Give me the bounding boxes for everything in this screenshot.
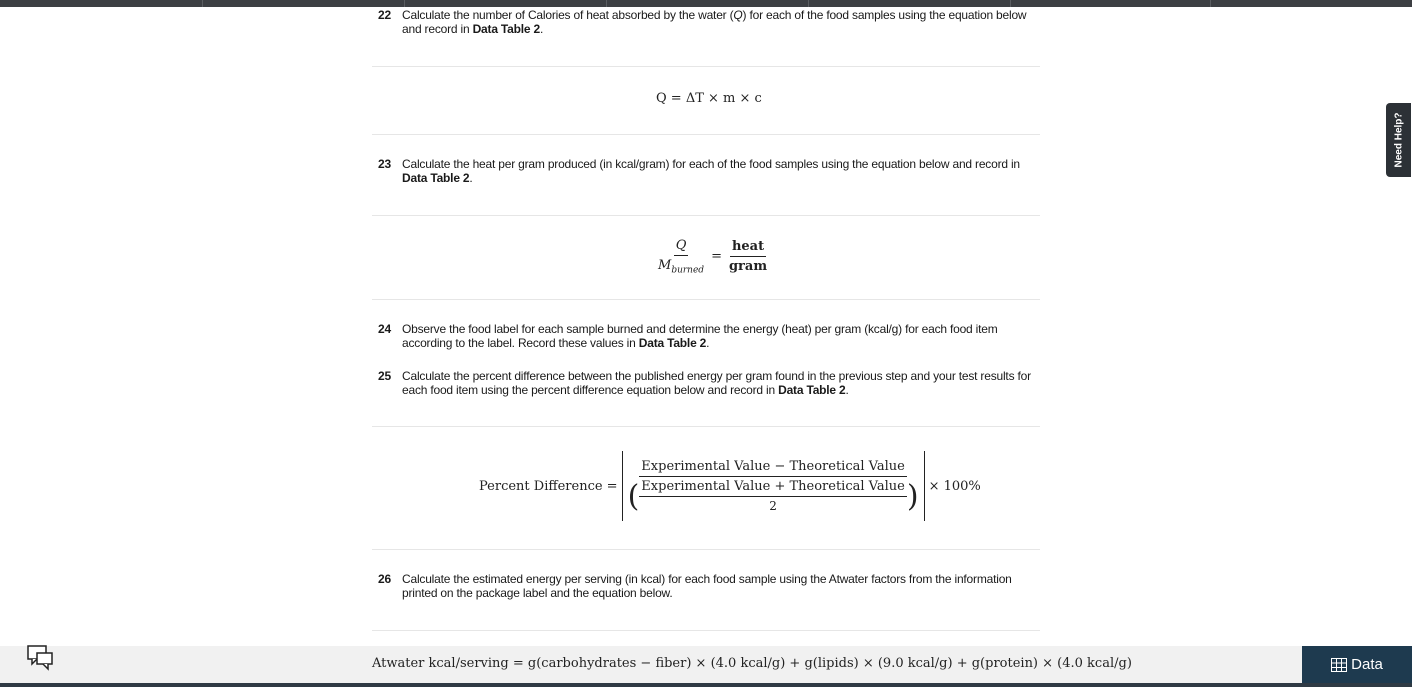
data-table-ref: Data Table 2: [472, 21, 540, 36]
step-text-part: .: [706, 335, 710, 350]
toolbar-divider: [606, 0, 607, 7]
left-paren: (: [627, 478, 640, 514]
step-text-part: Calculate the heat per gram produced (in kcal/gram) for each of the food samples using the equation below and record in: [402, 157, 1020, 171]
data-table-ref: Data Table 2: [638, 335, 707, 350]
step-text-part: .: [539, 21, 544, 36]
step-text: [402, 158, 1040, 185]
divider: [372, 299, 1040, 300]
data-button[interactable]: [1302, 646, 1412, 683]
per-gram-equation: [656, 238, 769, 276]
data-button-label: Data: [1351, 656, 1383, 673]
percent-fraction: [626, 459, 921, 514]
numerator-text: Q: [675, 238, 687, 253]
step-text-part: Calculate the percent difference between the published energy per gram found in the previous step and your test results for each food item using the percent difference equation below and record in: [402, 369, 1031, 397]
step-number: 26: [378, 572, 391, 586]
toolbar-divider: [1010, 0, 1011, 7]
toolbar-divider: [808, 0, 809, 7]
top-toolbar: [0, 0, 1412, 7]
divider: [372, 215, 1040, 216]
need-help-label: Need Help?: [1393, 112, 1404, 168]
data-table-ref: Data Table 2: [778, 382, 846, 397]
step-number: 24: [378, 322, 391, 336]
subscript-text: burned: [671, 265, 705, 276]
average-fraction: [639, 479, 907, 513]
toolbar-divider: [404, 0, 405, 7]
step-number: 22: [378, 8, 391, 22]
multiplier-text: × 100%: [928, 478, 981, 494]
divider: [372, 549, 1040, 550]
divider: [372, 134, 1040, 135]
toolbar-divider: [202, 0, 203, 7]
fraction-denominator: [626, 477, 921, 514]
absolute-value-bars: [622, 451, 925, 521]
bottom-edge: [0, 683, 1412, 687]
step-text: [402, 370, 1040, 397]
heat-equation: Q = ΔT × m × c: [656, 91, 762, 106]
step-text-part: ) for each of the food samples using the equation below and record in: [402, 8, 1027, 36]
need-help-tab[interactable]: [1386, 103, 1411, 177]
q-variable: Q: [733, 8, 743, 22]
divider: [372, 66, 1040, 67]
step-text-part: Calculate the number of Calories of heat absorbed by the water (: [402, 8, 734, 22]
chat-icon: [26, 643, 56, 673]
divider: [372, 630, 1040, 631]
step-number: 23: [378, 157, 391, 171]
divider: [372, 426, 1040, 427]
equation-label: Percent Difference =: [479, 478, 618, 494]
step-text: [402, 9, 1040, 36]
toolbar-divider: [1210, 0, 1211, 7]
step-text-part: Observe the food label for each sample burned and determine the energy (heat) per gram (kcal/g) for each food item according to the label. Record these values in: [402, 322, 998, 350]
denominator-text: M: [658, 258, 672, 273]
fraction-denominator: [656, 256, 706, 276]
table-icon: [1331, 658, 1347, 672]
chat-button[interactable]: [26, 643, 56, 673]
fraction-numerator: Experimental Value − Theoretical Value: [639, 459, 907, 477]
fraction-denominator: gram: [728, 259, 768, 275]
step-text-part: .: [845, 382, 849, 397]
fraction-numerator: [674, 238, 689, 256]
fraction-numerator: heat: [730, 239, 766, 257]
equals-sign: =: [711, 249, 722, 265]
right-paren: ): [906, 478, 919, 514]
fraction-denominator: 2: [769, 499, 777, 513]
step-text: Calculate the estimated energy per serving (in kcal) for each food sample using the Atwater factors from the information printed on the package label and the equation below.: [402, 572, 1012, 600]
step-text-part: .: [469, 170, 473, 185]
data-table-ref: Data Table 2: [402, 170, 470, 185]
step-number: 25: [378, 369, 391, 383]
atwater-equation: Atwater kcal/serving = g(carbohydrates − fiber) × (4.0 kcal/g) + g(lipids) × (9.0 kcal/g) + g(protein) × (4.0 kcal/g): [372, 656, 1132, 671]
percent-difference-equation: [479, 451, 981, 521]
heat-over-gram-fraction: [727, 239, 769, 274]
q-over-m-fraction: [656, 238, 706, 276]
fraction-numerator: Experimental Value + Theoretical Value: [639, 479, 907, 497]
step-text: [402, 323, 1040, 350]
